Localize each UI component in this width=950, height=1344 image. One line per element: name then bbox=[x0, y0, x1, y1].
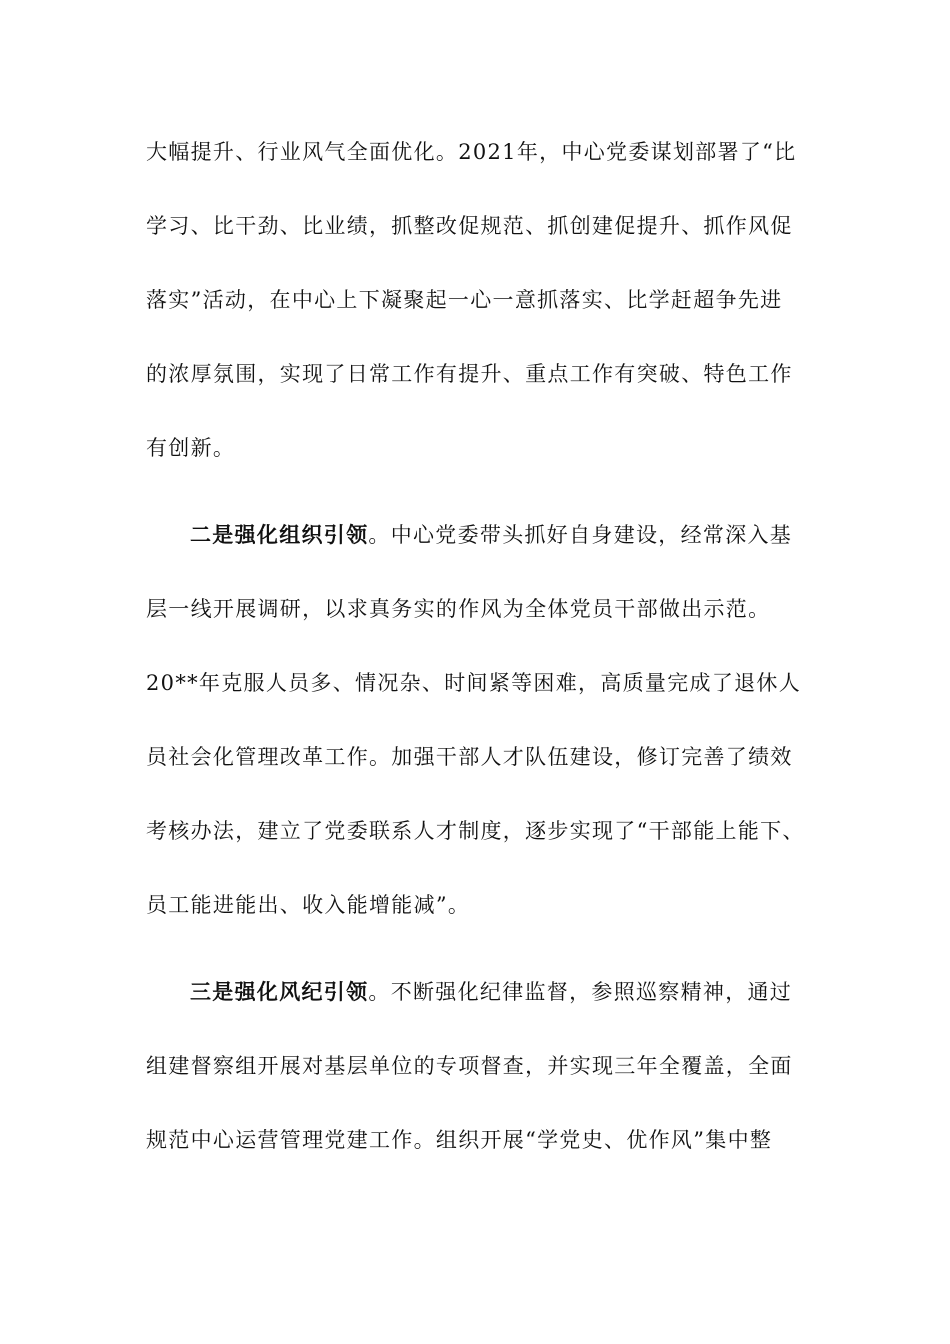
paragraph-1-line-3: 落实”活动，在中心上下凝聚起一心一意抓落实、比学赶超争先进 bbox=[146, 288, 783, 312]
paragraph-1-line-2: 学习、比干劲、比业绩，抓整改促规范、抓创建促提升、抓作风促 bbox=[146, 214, 793, 238]
paragraph-3-line-3: 规范中心运营管理党建工作。组织开展“学党史、优作风”集中整 bbox=[146, 1128, 773, 1152]
paragraph-2-first-line bbox=[190, 520, 792, 550]
paragraph-2-line-3: 20**年克服人员多、情况杂、时间紧等困难，高质量完成了退休人 bbox=[146, 671, 802, 695]
paragraph-2-line-6: 员工能进能出、收入能增能减”。 bbox=[146, 893, 471, 917]
paragraph-2-line-5: 考核办法，建立了党委联系人才制度，逐步实现了“干部能上能下、 bbox=[146, 819, 805, 843]
paragraph-1-line-1: 大幅提升、行业风气全面优化。2021年，中心党委谋划部署了“比 bbox=[146, 140, 797, 164]
paragraph-3-heading: 三是强化风纪引领 bbox=[190, 979, 369, 1004]
paragraph-3-first-line bbox=[190, 977, 792, 1007]
paragraph-1-line-5: 有创新。 bbox=[146, 436, 236, 460]
paragraph-3-line-2: 组建督察组开展对基层单位的专项督查，并实现三年全覆盖，全面 bbox=[146, 1054, 793, 1078]
paragraph-2-line-2: 层一线开展调研，以求真务实的作风为全体党员干部做出示范。 bbox=[146, 597, 771, 621]
paragraph-2-first-line-text: 。中心党委带头抓好自身建设，经常深入基 bbox=[368, 523, 793, 547]
paragraph-3-first-line-text: 。不断强化纪律监督，参照巡察精神，通过 bbox=[368, 980, 793, 1004]
paragraph-2-heading: 二是强化组织引领 bbox=[190, 522, 369, 547]
paragraph-1-line-4: 的浓厚氛围，实现了日常工作有提升、重点工作有突破、特色工作 bbox=[146, 362, 793, 386]
paragraph-2-line-4: 员社会化管理改革工作。加强干部人才队伍建设，修订完善了绩效 bbox=[146, 745, 793, 769]
